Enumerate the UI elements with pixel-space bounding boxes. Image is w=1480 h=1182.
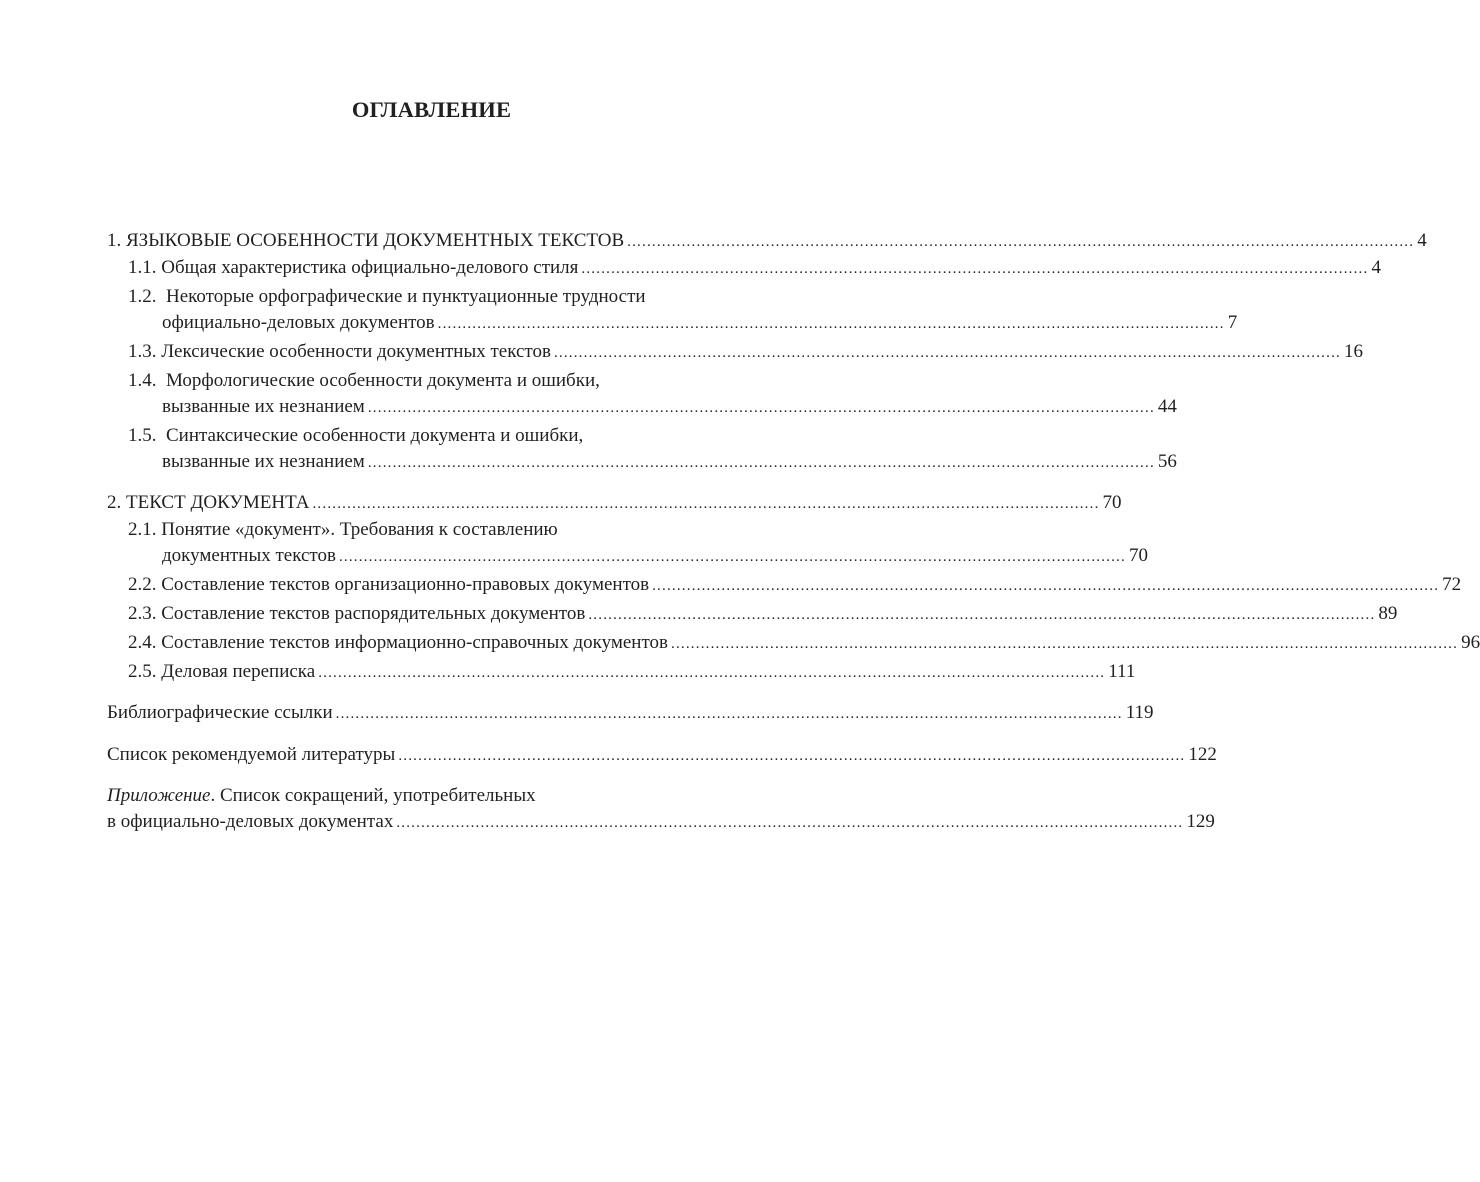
toc-entry-chapter-1[interactable]	[107, 228, 1427, 255]
toc-page-number: 111	[1108, 661, 1136, 682]
toc-title-continuation: официально-деловых документов	[162, 312, 435, 333]
dot-leader: ...............................................................................................................................................................	[367, 455, 1155, 471]
toc-entry-bibliography[interactable]	[107, 700, 1154, 727]
toc-entry-1-5[interactable]	[107, 423, 1177, 476]
toc-number: 2.3.	[128, 603, 157, 624]
page-title: ОГЛАВЛЕНИЕ	[351, 97, 512, 122]
toc-number: 1.2.	[128, 286, 157, 307]
toc-title: Общая характеристика официально-делового стиля	[161, 257, 579, 278]
toc-title: Деловая переписка	[161, 661, 316, 682]
toc-appendix-label: Приложение	[107, 785, 211, 806]
dot-leader: ...............................................................................................................................................................	[588, 607, 1376, 623]
dot-leader: ...............................................................................................................................................................	[627, 234, 1415, 250]
toc-entry-recommended-literature[interactable]	[107, 742, 1217, 769]
toc-title-continuation: документных текстов	[162, 545, 336, 566]
dot-leader: ...............................................................................................................................................................	[398, 748, 1186, 764]
toc-title: Морфологические особенности документа и ошибки,	[166, 370, 600, 391]
toc-page-number: 70	[1129, 545, 1149, 566]
toc-number: 1.5.	[128, 425, 157, 446]
dot-leader: ...............................................................................................................................................................	[367, 400, 1155, 416]
toc-title: Составление текстов распорядительных документов	[161, 603, 586, 624]
dot-leader: ...............................................................................................................................................................	[396, 815, 1184, 831]
toc-entry-1-4[interactable]	[107, 368, 1177, 421]
toc-page-number: 56	[1157, 451, 1177, 472]
toc-number: 1.	[107, 230, 122, 251]
toc-page-number: 129	[1186, 811, 1215, 832]
toc-title: Понятие «документ». Требования к составлению	[161, 519, 558, 540]
toc-title: ЯЗЫКОВЫЕ ОСОБЕННОСТИ ДОКУМЕНТНЫХ ТЕКСТОВ	[126, 230, 625, 251]
toc-number: 2.4.	[128, 632, 157, 653]
toc-number: 1.4.	[128, 370, 157, 391]
table-of-contents	[107, 228, 1480, 836]
toc-title: Некоторые орфографические и пунктуационные трудности	[166, 286, 646, 307]
toc-title: Составление текстов организационно-правовых документов	[161, 574, 650, 595]
toc-page-number: 119	[1125, 702, 1154, 723]
dot-leader: ...............................................................................................................................................................	[581, 261, 1369, 277]
toc-entry-2-3[interactable]	[107, 601, 1398, 628]
toc-page-number: 7	[1227, 312, 1238, 333]
dot-leader: ...............................................................................................................................................................	[652, 578, 1440, 594]
toc-page-number: 44	[1157, 396, 1177, 417]
toc-page-number: 4	[1417, 230, 1427, 251]
toc-entry-1-3[interactable]	[107, 339, 1363, 366]
toc-title: Лексические особенности документных текстов	[161, 341, 551, 362]
toc-number: 2.	[107, 492, 122, 513]
toc-title: Список рекомендуемой литературы	[107, 744, 396, 765]
toc-entry-chapter-2[interactable]	[107, 490, 1122, 517]
toc-title: ТЕКСТ ДОКУМЕНТА	[126, 492, 310, 513]
toc-entry-2-1[interactable]	[107, 517, 1149, 570]
toc-title: Синтаксические особенности документа и ошибки,	[166, 425, 584, 446]
toc-title-continuation: вызванные их незнанием	[162, 451, 365, 472]
toc-page-number: 89	[1378, 603, 1398, 624]
toc-entry-appendix[interactable]	[107, 783, 1215, 836]
toc-page-number: 96	[1461, 632, 1480, 653]
dot-leader: ...............................................................................................................................................................	[553, 345, 1341, 361]
toc-title: Библиографические ссылки	[107, 702, 333, 723]
dot-leader: ...............................................................................................................................................................	[338, 549, 1127, 565]
dot-leader: ...............................................................................................................................................................	[335, 706, 1123, 722]
toc-entry-2-5[interactable]	[107, 659, 1136, 686]
toc-title: Составление текстов информационно-справочных документов	[161, 632, 668, 653]
toc-number: 2.1.	[128, 519, 157, 540]
toc-title-continuation: в официально-деловых документах	[107, 811, 394, 832]
toc-page-number: 16	[1344, 341, 1363, 362]
toc-entry-1-1[interactable]	[107, 255, 1381, 282]
dot-leader: ...............................................................................................................................................................	[312, 496, 1100, 512]
toc-page-number: 70	[1102, 492, 1122, 513]
dot-leader: ...............................................................................................................................................................	[671, 636, 1459, 652]
toc-page-number: 72	[1442, 574, 1462, 595]
toc-title-continuation: вызванные их незнанием	[162, 396, 365, 417]
toc-entry-2-2[interactable]	[107, 572, 1462, 599]
toc-entry-1-2[interactable]	[107, 284, 1238, 337]
toc-number: 2.2.	[128, 574, 157, 595]
dot-leader: ...............................................................................................................................................................	[437, 316, 1225, 332]
toc-page-number: 4	[1371, 257, 1381, 278]
toc-number: 1.1.	[128, 257, 157, 278]
toc-number: 2.5.	[128, 661, 157, 682]
toc-title: . Список сокращений, употребительных	[210, 785, 536, 806]
toc-entry-2-4[interactable]	[107, 630, 1480, 657]
dot-leader: ...............................................................................................................................................................	[318, 665, 1106, 681]
toc-page-number: 122	[1188, 744, 1217, 765]
toc-number: 1.3.	[128, 341, 157, 362]
